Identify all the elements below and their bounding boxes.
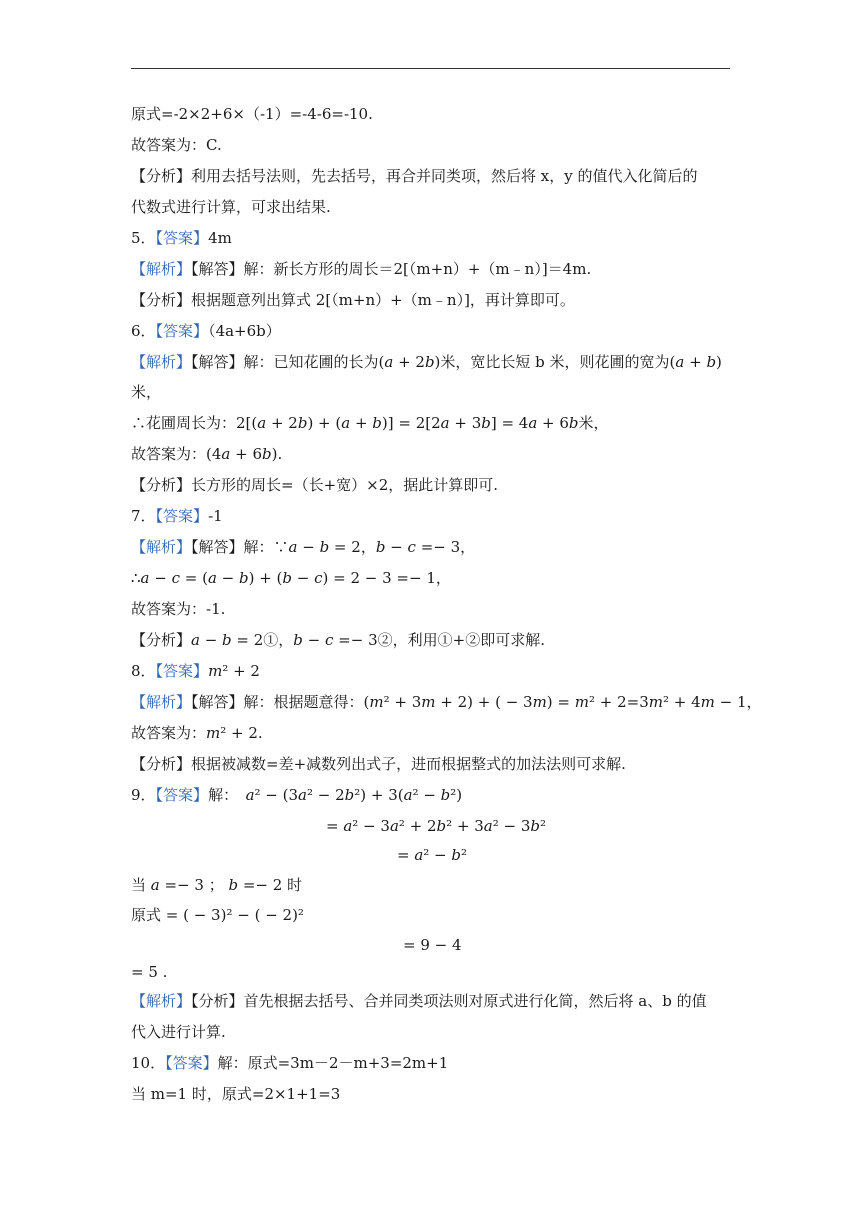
text-line: 【分析】𝑎 − 𝑏 = 2①，𝑏 − 𝑐 =− 3②，利用①+②即可求解. bbox=[131, 631, 545, 649]
text-line: = 5 . bbox=[131, 963, 168, 981]
text-line: 米， bbox=[131, 383, 162, 401]
answer-text: -1 bbox=[208, 507, 223, 525]
analysis-text: 【解答】解：根据题意得：(𝑚² + 3𝑚 + 2) + ( − 3𝑚) = 𝑚² + 2=3𝑚² + 4𝑚 − 1， bbox=[191, 693, 762, 711]
answer-tag: 【答案】 bbox=[155, 507, 209, 525]
equation-step: = 𝑎² − 3𝑎² + 2𝑏² + 3𝑎² − 3𝑏² bbox=[326, 817, 547, 835]
text-line: 代数式进行计算，可求出结果. bbox=[131, 198, 331, 216]
answer-line-8 bbox=[131, 661, 260, 681]
answer-text: 𝑚² + 2 bbox=[208, 662, 260, 680]
analysis-tag: 【解析】 bbox=[131, 260, 192, 278]
text-line: 【分析】利用去括号法则，先去括号，再合并同类项，然后将 x，y 的值代入化简后的 bbox=[131, 167, 698, 185]
question-number: 5． bbox=[131, 229, 156, 247]
answer-tag: 【答案】 bbox=[155, 662, 209, 680]
answer-line-6 bbox=[131, 321, 281, 341]
analysis-text: 【解答】解：已知花圃的长为(𝑎 + 2𝑏)米，宽比长短 b 米，则花圃的宽为(𝑎 + 𝑏) bbox=[191, 353, 722, 371]
question-number: 9． bbox=[131, 786, 156, 804]
analysis-tag: 【解析】 bbox=[131, 693, 192, 711]
answer-tag: 【答案】 bbox=[155, 229, 209, 247]
analysis-line bbox=[131, 352, 722, 372]
text-line: 故答案为：-1. bbox=[131, 600, 226, 618]
answer-tag: 【答案】 bbox=[155, 322, 209, 340]
text-line: ∴花圃周长为：2[(𝑎 + 2𝑏) + (𝑎 + 𝑏)] = 2[2𝑎 + 3𝑏] = 4𝑎 + 6𝑏米， bbox=[131, 414, 609, 432]
answer-line-10 bbox=[131, 1053, 448, 1073]
header-rule bbox=[131, 68, 730, 69]
answer-text: （4a+6b） bbox=[208, 322, 281, 340]
text-line: 故答案为：(4𝑎 + 6𝑏). bbox=[131, 445, 283, 463]
answer-text: 4m bbox=[208, 229, 232, 247]
answer-tag: 【答案】 bbox=[165, 1054, 218, 1072]
analysis-line bbox=[131, 692, 762, 712]
answer-tag: 【答案】 bbox=[155, 786, 209, 804]
answer-line-7 bbox=[131, 506, 223, 526]
text-line: 原式=-2×2+6×（-1）=-4-6=-10. bbox=[131, 105, 373, 123]
equation-step: = 9 − 4 bbox=[403, 936, 462, 954]
analysis-text: 【分析】首先根据去括号、合并同类项法则对原式进行化简，然后将 a、b 的值 bbox=[191, 992, 707, 1010]
analysis-line bbox=[131, 537, 475, 557]
answer-text: 解： 𝑎² − (3𝑎² − 2𝑏²) + 3(𝑎² − 𝑏²) bbox=[208, 786, 463, 804]
text-line: 【分析】根据被减数=差+减数列出式子，进而根据整式的加法法则可求解. bbox=[131, 755, 626, 773]
text-line: 【分析】根据题意列出算式 2[（m+n）+（m﹣n）]，再计算即可。 bbox=[131, 291, 575, 309]
text-line: ∴𝑎 − 𝑐 = (𝑎 − 𝑏) + (𝑏 − 𝑐) = 2 − 3 =− 1， bbox=[131, 569, 451, 587]
analysis-tag: 【解析】 bbox=[131, 353, 192, 371]
text-line: 当 m=1 时，原式=2×1+1=3 bbox=[131, 1085, 341, 1103]
answer-line-9 bbox=[131, 785, 462, 805]
analysis-text: 【解答】解：∵𝑎 − 𝑏 = 2，𝑏 − 𝑐 =− 3， bbox=[191, 538, 476, 556]
answer-line-5 bbox=[131, 228, 232, 248]
text-line: 代入进行计算. bbox=[131, 1023, 226, 1041]
analysis-line bbox=[131, 259, 591, 279]
text-line: 原式 = ( − 3)² − ( − 2)² bbox=[131, 906, 304, 924]
analysis-line bbox=[131, 991, 707, 1011]
question-number: 7． bbox=[131, 507, 156, 525]
text-line: 故答案为：C. bbox=[131, 136, 222, 154]
question-number: 6． bbox=[131, 322, 156, 340]
answer-text: 解：原式=3m－2－m+3=2m+1 bbox=[217, 1054, 449, 1072]
text-line: 【分析】长方形的周长=（长+宽）×2，据此计算即可. bbox=[131, 476, 499, 494]
analysis-text: 【解答】解：新长方形的周长＝2[（m+n）+（m﹣n）]＝4m. bbox=[191, 260, 592, 278]
text-line: 故答案为：𝑚² + 2. bbox=[131, 724, 263, 742]
question-number: 8． bbox=[131, 662, 156, 680]
text-line: 当 𝑎 =− 3 ； 𝑏 =− 2 时 bbox=[131, 876, 303, 894]
equation-step: = 𝑎² − 𝑏² bbox=[397, 846, 468, 864]
question-number: 10． bbox=[131, 1054, 166, 1072]
analysis-tag: 【解析】 bbox=[131, 992, 192, 1010]
analysis-tag: 【解析】 bbox=[131, 538, 192, 556]
